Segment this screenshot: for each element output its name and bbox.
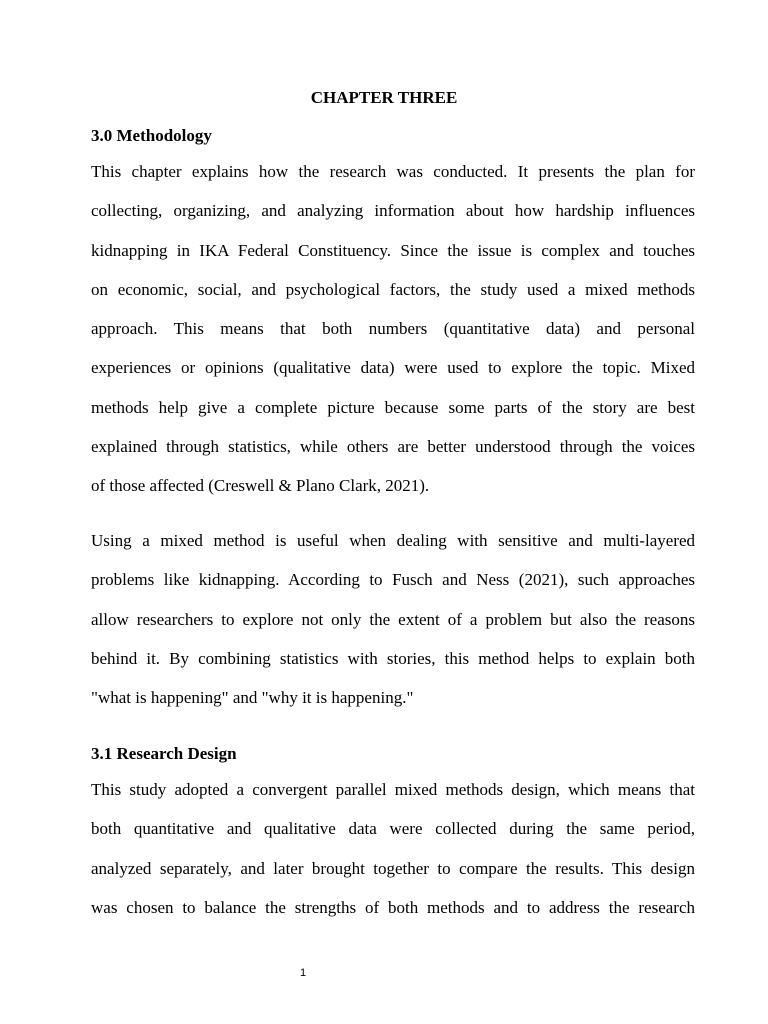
methodology-paragraph-1 [91,162,695,515]
text-line: approach. This means that both numbers (quantitative data) and personal [91,319,695,338]
methodology-paragraph-2 [91,531,695,727]
page-number: 1 [299,967,307,979]
section-heading-research-design: 3.1 Research Design [91,744,237,763]
research-design-paragraph-1 [91,780,695,937]
text-line: allow researchers to explore not only the extent of a problem but also the reasons [91,609,695,629]
text-line: methods help give a complete picture because some parts of the story are best [91,397,695,417]
text-line: was chosen to balance the strengths of both methods and to address the research [91,897,695,917]
text-line: collecting, organizing, and analyzing information about how hardship influences [91,201,695,221]
text-line: on economic, social, and psychological factors, the study used a mixed methods [91,279,695,299]
text-line: "what is happening" and "why it is happening." [91,688,414,707]
chapter-title: CHAPTER THREE [310,88,458,107]
text-line: This study adopted a convergent parallel mixed methods design, which means that [91,780,695,799]
text-line: problems like kidnapping. According to Fusch and Ness (2021), such approaches [91,570,695,590]
text-line: behind it. By combining statistics with stories, this method helps to explain both [91,648,695,668]
text-line: explained through statistics, while others are better understood through the voices [91,436,695,456]
text-line: experiences or opinions (qualitative data) were used to explore the topic. Mixed [91,358,695,378]
text-line: of those affected (Creswell & Plano Clark, 2021). [91,476,430,495]
text-line: This chapter explains how the research was conducted. It presents the plan for [91,162,695,181]
text-line: kidnapping in IKA Federal Constituency. Since the issue is complex and touches [91,240,695,260]
text-line: Using a mixed method is useful when dealing with sensitive and multi-layered [91,531,695,550]
section-heading-methodology: 3.0 Methodology [91,126,212,145]
text-line: analyzed separately, and later brought together to compare the results. This design [91,858,695,878]
text-line: both quantitative and qualitative data were collected during the same period, [91,819,695,839]
